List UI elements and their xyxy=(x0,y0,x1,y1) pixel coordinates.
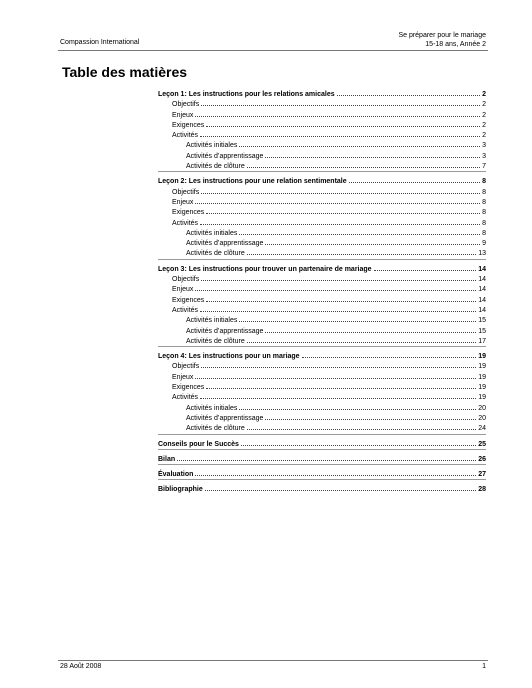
toc-entry-page: 19 xyxy=(478,363,486,371)
toc-entry[interactable] xyxy=(158,483,486,493)
toc-entry-page: 26 xyxy=(478,455,486,463)
toc-entry[interactable] xyxy=(158,438,486,448)
toc-entry[interactable] xyxy=(158,206,486,216)
toc-entry-label: Activités de clôture xyxy=(186,250,245,258)
toc-entry-page: 2 xyxy=(482,132,486,140)
toc-dot-leader xyxy=(239,227,480,235)
toc-entry[interactable] xyxy=(158,160,486,170)
toc-entry-label: Activités initiales xyxy=(186,317,238,325)
toc-entry[interactable] xyxy=(158,237,486,247)
toc-separator xyxy=(158,479,486,480)
toc-entry-page: 20 xyxy=(478,414,486,422)
toc-dot-leader xyxy=(239,314,476,322)
toc-entry[interactable] xyxy=(158,391,486,401)
toc-entry-page: 8 xyxy=(482,229,486,237)
toc-entry[interactable] xyxy=(158,381,486,391)
toc-entry[interactable] xyxy=(158,402,486,412)
toc-entry-page: 17 xyxy=(478,337,486,345)
running-header-right xyxy=(398,31,486,49)
toc-dot-leader xyxy=(206,381,476,389)
toc-entry-label: Activités de clôture xyxy=(186,163,245,171)
toc-entry-page: 19 xyxy=(478,384,486,392)
toc-entry-page: 15 xyxy=(478,317,486,325)
toc-entry-label: Activités d’apprentissage xyxy=(186,327,264,335)
toc-entry-label: Bilan xyxy=(158,455,176,463)
toc-dot-leader xyxy=(349,175,480,183)
toc-dot-leader xyxy=(201,186,480,194)
toc-entry-page: 25 xyxy=(478,440,486,448)
toc-dot-leader xyxy=(241,438,476,446)
toc-entry[interactable] xyxy=(158,304,486,314)
toc-entry-label: Activités initiales xyxy=(186,229,238,237)
toc-entry-page: 14 xyxy=(478,296,486,304)
toc-dot-leader xyxy=(247,335,476,343)
toc-entry-label: Objectifs xyxy=(172,101,200,109)
toc-entry-label: Leçon 1: Les instructions pour les relations amicales xyxy=(158,91,335,98)
toc-entry-label: Activités d’apprentissage xyxy=(186,414,264,422)
toc-entry[interactable] xyxy=(158,468,486,478)
toc-entry[interactable] xyxy=(158,422,486,432)
toc-dot-leader xyxy=(200,217,480,225)
toc-entry[interactable] xyxy=(158,109,486,119)
toc-entry-page: 2 xyxy=(482,101,486,109)
toc-dot-leader xyxy=(201,360,476,368)
toc-entry[interactable] xyxy=(158,139,486,149)
toc-entry-page: 9 xyxy=(482,240,486,248)
toc-entry[interactable] xyxy=(158,217,486,227)
toc-entry[interactable] xyxy=(158,150,486,160)
toc-dot-leader xyxy=(302,350,477,358)
toc-entry[interactable] xyxy=(158,273,486,283)
toc-dot-leader xyxy=(239,139,480,147)
toc-dot-leader xyxy=(201,98,480,106)
toc-dot-leader xyxy=(205,483,476,491)
toc-entry-label: Conseils pour le Succès xyxy=(158,440,239,448)
toc-entry-page: 15 xyxy=(478,327,486,335)
toc-entry[interactable] xyxy=(158,350,486,360)
toc-entry-page: 19 xyxy=(478,373,486,381)
toc-entry-page: 7 xyxy=(482,163,486,171)
toc-entry-label: Activités xyxy=(172,306,199,314)
toc-entry-label: Activités initiales xyxy=(186,142,238,150)
footer-date: 28 Août 2008 xyxy=(60,663,102,670)
toc-entry-label: Objectifs xyxy=(172,363,200,371)
toc-entry-page: 8 xyxy=(482,209,486,217)
toc-entry-page: 8 xyxy=(482,219,486,227)
toc-entry-label: Exigences xyxy=(172,296,205,304)
toc-separator xyxy=(158,464,486,465)
toc-dot-leader xyxy=(265,237,480,245)
toc-dot-leader xyxy=(247,422,476,430)
toc-entry-page: 13 xyxy=(478,250,486,258)
toc-entry[interactable] xyxy=(158,119,486,129)
toc-dot-leader xyxy=(195,196,480,204)
toc-dot-leader xyxy=(206,119,480,127)
toc-entry-page: 24 xyxy=(478,425,486,433)
toc-dot-leader xyxy=(201,273,476,281)
toc-entry-label: Activités initiales xyxy=(186,404,238,412)
toc-dot-leader xyxy=(374,263,477,271)
toc-dot-leader xyxy=(200,129,480,137)
toc-entry[interactable] xyxy=(158,247,486,257)
toc-entry-label: Leçon 4: Les instructions pour un mariage xyxy=(158,353,300,361)
toc-entry[interactable] xyxy=(158,186,486,196)
toc-entry-page: 3 xyxy=(482,142,486,150)
toc-entry-label: Objectifs xyxy=(172,188,200,196)
toc-entry[interactable] xyxy=(158,335,486,345)
toc-entry-label: Évaluation xyxy=(158,471,194,479)
toc-dot-leader xyxy=(195,109,480,117)
toc-entry[interactable] xyxy=(158,88,486,98)
toc-entry-label: Leçon 2: Les instructions pour une relation sentimentale xyxy=(158,178,347,186)
header-course-title: Se préparer pour le mariage xyxy=(398,32,486,39)
toc-dot-leader xyxy=(195,283,476,291)
toc-entry-label: Activités d’apprentissage xyxy=(186,240,264,248)
header-organization: Compassion International xyxy=(60,39,140,46)
toc-dot-leader xyxy=(247,160,480,168)
toc-entry-page: 14 xyxy=(478,306,486,314)
toc-entry-label: Leçon 3: Les instructions pour trouver un partenaire de mariage xyxy=(158,265,372,273)
toc-entry-page: 8 xyxy=(482,178,486,186)
toc-entry-label: Activités d’apprentissage xyxy=(186,152,264,160)
toc-entry[interactable] xyxy=(158,196,486,206)
toc-entry[interactable] xyxy=(158,175,486,185)
table-of-contents xyxy=(158,88,486,494)
toc-dot-leader xyxy=(200,304,476,312)
toc-entry[interactable] xyxy=(158,98,486,108)
toc-dot-leader xyxy=(206,294,476,302)
toc-entry-page: 2 xyxy=(482,91,486,98)
toc-entry-label: Activités xyxy=(172,394,199,402)
toc-dot-leader xyxy=(337,88,480,96)
footer-page-number: 1 xyxy=(482,663,486,670)
toc-entry-label: Activités de clôture xyxy=(186,425,245,433)
toc-entry-label: Enjeux xyxy=(172,286,194,294)
toc-entry-page: 8 xyxy=(482,188,486,196)
toc-entry[interactable] xyxy=(158,360,486,370)
toc-entry[interactable] xyxy=(158,314,486,324)
toc-entry-page: 14 xyxy=(478,286,486,294)
toc-entry-label: Activités de clôture xyxy=(186,337,245,345)
toc-dot-leader xyxy=(195,371,476,379)
toc-entry-page: 19 xyxy=(478,394,486,402)
toc-dot-leader xyxy=(200,391,476,399)
toc-entry-label: Activités xyxy=(172,132,199,140)
toc-entry-label: Bibliographie xyxy=(158,486,203,494)
toc-entry-page: 28 xyxy=(478,486,486,494)
footer-rule xyxy=(58,660,488,661)
toc-entry[interactable] xyxy=(158,227,486,237)
toc-dot-leader xyxy=(247,247,476,255)
toc-entry-page: 3 xyxy=(482,152,486,160)
toc-entry-label: Exigences xyxy=(172,209,205,217)
toc-entry[interactable] xyxy=(158,412,486,422)
toc-entry[interactable] xyxy=(158,283,486,293)
toc-entry-page: 19 xyxy=(478,353,486,361)
toc-dot-leader xyxy=(195,468,476,476)
toc-entry-page: 2 xyxy=(482,111,486,119)
toc-entry-page: 20 xyxy=(478,404,486,412)
toc-entry-page: 27 xyxy=(478,471,486,479)
toc-entry-label: Enjeux xyxy=(172,198,194,206)
toc-entry-page: 14 xyxy=(478,276,486,284)
toc-entry-label: Enjeux xyxy=(172,373,194,381)
toc-dot-leader xyxy=(265,150,480,158)
toc-entry-label: Objectifs xyxy=(172,276,200,284)
toc-entry[interactable] xyxy=(158,325,486,335)
toc-entry[interactable] xyxy=(158,453,486,463)
toc-dot-leader xyxy=(265,325,476,333)
toc-dot-leader xyxy=(177,453,476,461)
toc-entry[interactable] xyxy=(158,263,486,273)
toc-entry-page: 8 xyxy=(482,198,486,206)
toc-entry-label: Enjeux xyxy=(172,111,194,119)
header-course-level: 15-18 ans, Année 2 xyxy=(425,41,486,48)
page-title: Table des matières xyxy=(62,64,188,80)
toc-entry-label: Exigences xyxy=(172,384,205,392)
toc-dot-leader xyxy=(239,402,476,410)
toc-entry-label: Activités xyxy=(172,219,199,227)
toc-dot-leader xyxy=(206,206,480,214)
toc-entry[interactable] xyxy=(158,129,486,139)
toc-entry-page: 2 xyxy=(482,121,486,129)
header-rule xyxy=(58,50,488,51)
toc-entry[interactable] xyxy=(158,371,486,381)
toc-entry[interactable] xyxy=(158,294,486,304)
toc-entry-page: 14 xyxy=(478,265,486,273)
toc-dot-leader xyxy=(265,412,476,420)
toc-entry-label: Exigences xyxy=(172,121,205,129)
